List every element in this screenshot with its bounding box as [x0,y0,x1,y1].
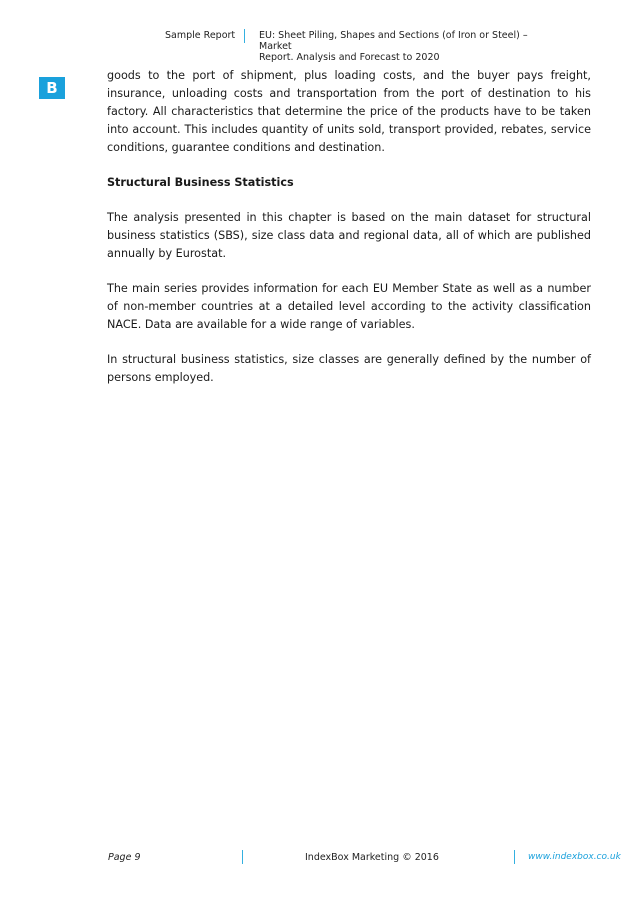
header-title-line-2: Report. Analysis and Forecast to 2020 [259,52,440,63]
header-report-title [259,30,559,63]
footer-copyright: IndexBox Marketing © 2016 [305,852,439,863]
footer-divider [514,850,515,864]
footer-divider [242,850,243,864]
header-divider [244,29,245,43]
header-title-line-1: EU: Sheet Piling, Shapes and Sections (of Iron or Steel) – Market [259,30,528,52]
paragraph-price-terms: goods to the port of shipment, plus loading costs, and the buyer pays freight, insurance, unloading costs and transportation from the port of destination to his factory. All characteristics that determine the price of the products have to be taken into account. This includes quantity of units sold, transport provided, rebates, service conditions, guarantee conditions and destination. [107,69,591,154]
header-report-type: Sample Report [165,30,236,41]
page-body [107,67,591,404]
footer-website-link[interactable]: www.indexbox.co.uk [528,852,621,862]
paragraph-main-series: The main series provides information for each EU Member State as well as a number of non-member countries at a detailed level according to the activity classification NACE. Data are available for a wide range of variables. [107,282,591,331]
section-heading: Structural Business Statistics [107,176,294,189]
paragraph-sbs-analysis: The analysis presented in this chapter is based on the main dataset for structural business statistics (SBS), size class data and regional data, all of which are published annually by Eurostat. [107,211,591,260]
footer-page-number: Page 9 [108,852,141,863]
paragraph-size-classes: In structural business statistics, size classes are generally defined by the number of persons employed. [107,353,591,384]
indexbox-logo-icon: B [39,77,65,99]
